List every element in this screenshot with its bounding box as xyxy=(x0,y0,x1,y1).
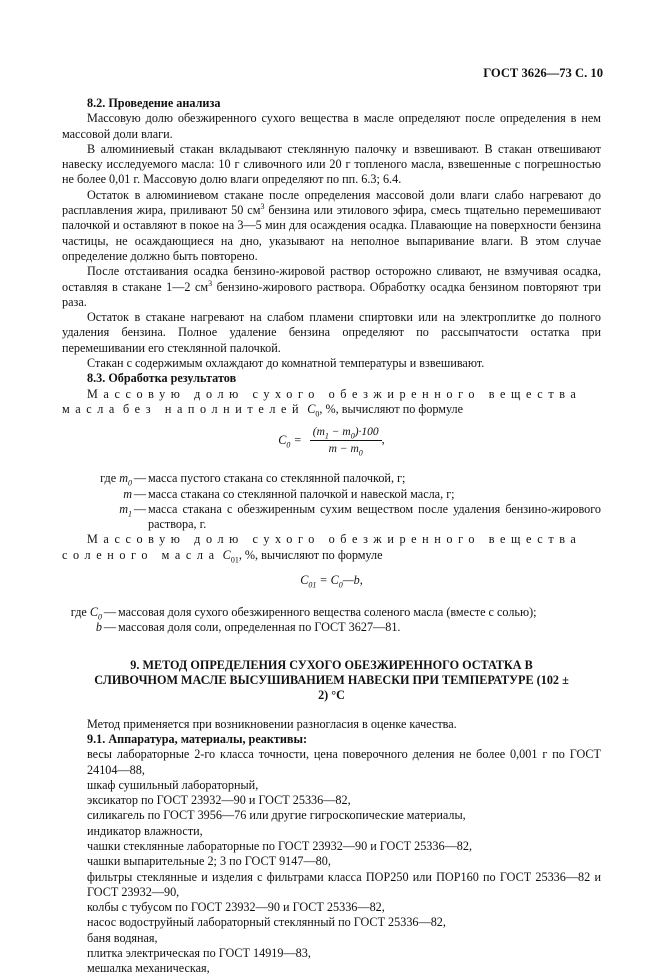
list-item: мешалка механическая, xyxy=(87,961,210,976)
paragraph-3: Остаток в алюминиевом стакане после определения массовой доли влаги слабо нагревают до расплавления жира, приливают 50 $см^3$ бензина или этилового эфира, смесь тщательно перемешивают палочкой и оставляют в покое на 3—5 мин для осаждения осадка. Плавающие на поверхности бензина частицы, не осаждающиеся на дно, указывают на неполное выпаривание влаги. В этом случае определение должно быть повторено. xyxy=(62,187,601,263)
page-header: ГОСТ 3626—73 С. 10 xyxy=(483,66,603,80)
section-9-title: 9. МЕТОД ОПРЕДЕЛЕНИЯ СУХОГО ОБЕЗЖИРЕННОГО ОСТАТКА В СЛИВОЧНОМ МАСЛЕ ВЫСУШИВАНИЕМ НАВЕСКИ ПРИ ТЕМПЕРАТУРЕ (102 ± 2) °С xyxy=(94,657,569,702)
paragraph-7: Массовую долю сухого обезжиренного вещества масла без наполнителей $C_0$, %, вычисляют по формуле xyxy=(62,386,582,419)
list-item: фильтры стеклянные и изделия с фильтрами класса ПОР250 или ПОР160 по ГОСТ 25336—82 и ГОСТ 23932—90, xyxy=(87,869,601,899)
list-item: весы лабораторные 2-го класса точности, цена поверочного деления не более 0,001 г по ГОСТ 24104—88, xyxy=(87,747,601,777)
list-item: плитка электрическая по ГОСТ 14919—83, xyxy=(87,946,311,961)
section-8-2-title: 8.2. Проведение анализа xyxy=(87,96,221,110)
paragraph-6: Стакан с содержимым охлаждают до комнатной температуры и взвешивают. xyxy=(87,356,485,371)
paragraph-4: После отстаивания осадка бензино-жировой раствор осторожно сливают, не взмучивая осадка, оставляя в стакане 1—2 $см^3$ бензино-жирового раствора. Обработку осадка бензином повторяют три раза. xyxy=(62,264,602,309)
section-8-3-title: 8.3. Обработка результатов xyxy=(87,371,237,386)
paragraph-1: Массовую долю обезжиренного сухого вещества в масле определяют после определения в нем массовой доли влаги. xyxy=(62,111,601,141)
where-m0: где $m_0$ — масса пустого стакана со стеклянной палочкой, г; xyxy=(100,471,406,488)
list-item: колбы с тубусом по ГОСТ 23932—90 и ГОСТ 25336—82, xyxy=(87,900,385,915)
section-9-1-title: 9.1. Аппаратура, материалы, реактивы: xyxy=(87,731,308,746)
where-m: m — масса стакана со стеклянной палочкой и навеской масла, г; xyxy=(123,486,455,501)
formula-c0: $C_0$ = $\frac{(m_1 - m_0)\cdot 100}{m - m_0}$ , xyxy=(278,426,385,458)
formula-c01: $C_{01}$ = $C_0—b$, xyxy=(300,573,363,590)
list-item: насос водоструйный лабораторный стеклянный по ГОСТ 25336—82, xyxy=(87,915,446,930)
list-item: баня водяная, xyxy=(87,930,158,945)
list-item: чашки стеклянные лабораторные по ГОСТ 23932—90 и ГОСТ 25336—82, xyxy=(87,838,472,853)
paragraph-8: Массовую долю сухого обезжиренного вещества соленого масла $C_{01}$, %, вычисляют по формуле xyxy=(62,532,582,565)
list-item: шкаф сушильный лабораторный, xyxy=(87,777,259,792)
paragraph-9: Метод применяется при возникновении разногласия в оценке качества. xyxy=(87,716,457,731)
where-b: b — массовая доля соли, определенная по ГОСТ 3627—81. xyxy=(95,620,401,635)
paragraph-2: В алюминиевый стакан вкладывают стеклянную палочку и взвешивают. В стакан отвешивают навеску исследуемого масла: 10 г сливочного или 20 г топленого масла, взвешенные с погрешностью не более 0,01 г. Массовую долю влаги определяют по пп. 6.3; 6.4. xyxy=(62,141,601,187)
list-item: чашки выпарительные 2; 3 по ГОСТ 9147—80, xyxy=(87,854,331,869)
where-m1: $m_1$ — масса стакана с обезжиренным сухим веществом после удаления бензино-жирового раствора, г. xyxy=(119,501,601,532)
page-content xyxy=(62,96,601,977)
paragraph-5: Остаток в стакане нагревают на слабом пламени спиртовки или на электроплитке до полного удаления бензина. Полное удаление бензина определяют по рассыпчатости остатка при перемешивании его стеклянной палочкой. xyxy=(62,310,601,355)
list-item: эксикатор по ГОСТ 23932—90 и ГОСТ 25336—82, xyxy=(87,793,351,808)
list-item: силикагель по ГОСТ 3956—76 или другие гигроскопические материалы, xyxy=(87,808,466,823)
list-item: индикатор влажности, xyxy=(87,823,203,838)
where-c0: где $C_0$ — массовая доля сухого обезжиренного вещества соленого масла (вместе с солью); xyxy=(70,605,537,622)
